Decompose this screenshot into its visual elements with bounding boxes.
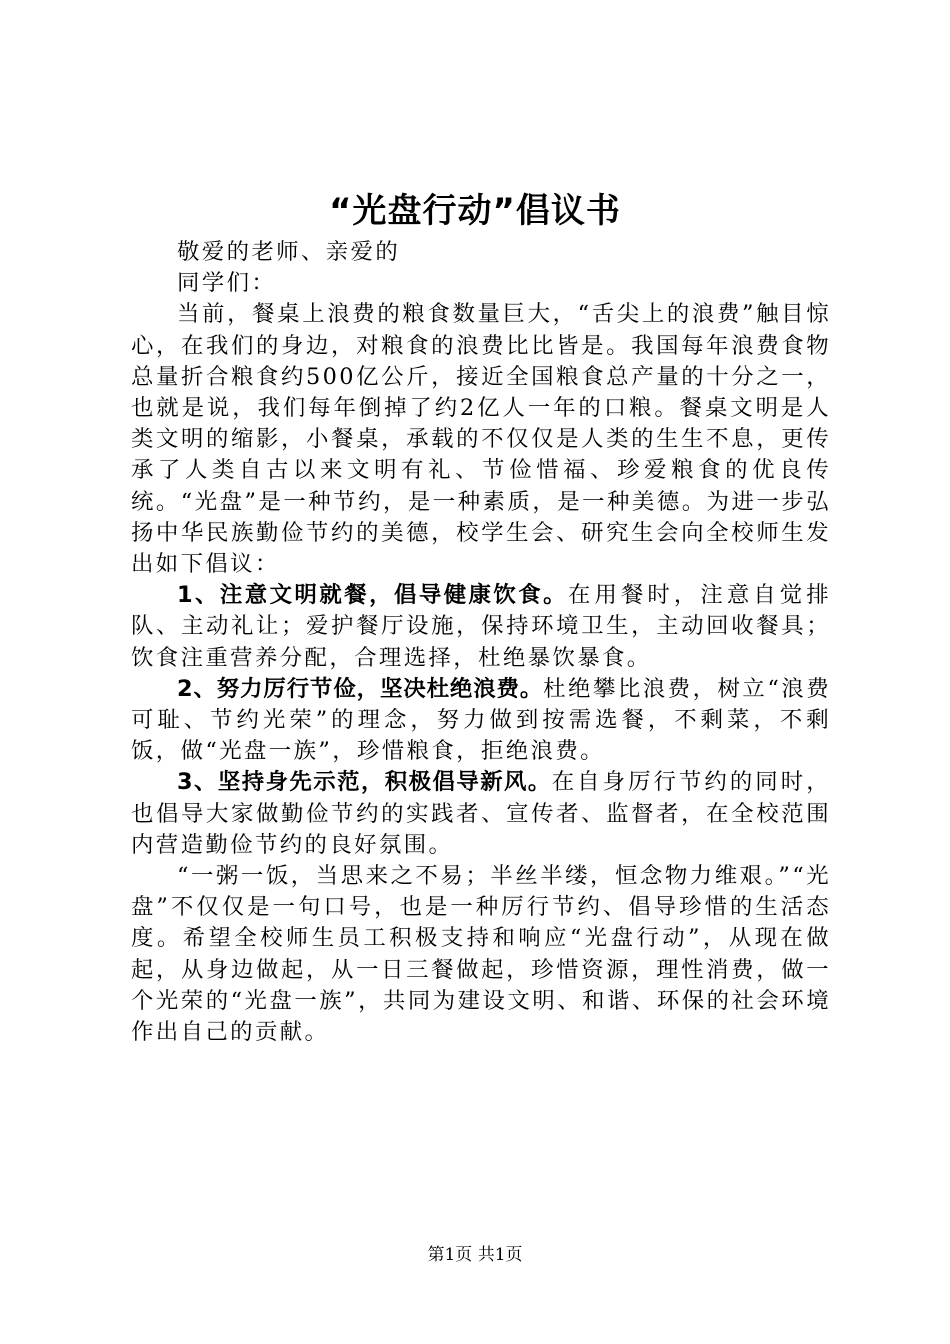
proposal-text-2: 杜绝攀比浪费，树立“浪费可耻、节约光荣”的理念，努力做到按需选餐，不剩菜，不剩饭，做“光盘一族”，珍惜粮食，拒绝浪费。	[131, 675, 831, 765]
document-body	[131, 237, 831, 1048]
proposal-item-3	[131, 767, 831, 861]
page-number-footer: 第1页 共1页	[427, 1245, 523, 1265]
closing-paragraph: “一粥一饭，当思来之不易；半丝半缕，恒念物力维艰。”“光盘”不仅仅是一句口号，也是一种厉行节约、倡导珍惜的生活态度。希望全校师生员工积极支持和响应“光盘行动”，从现在做起，从身边做起，从一日三餐做起，珍惜资源，理性消费，做一个光荣的“光盘一族”，共同为建设文明、和谐、环保的社会环境作出自己的贡献。	[131, 863, 831, 1046]
intro-paragraph: 当前，餐桌上浪费的粮食数量巨大，“舌尖上的浪费”触目惊心，在我们的身边，对粮食的浪费比比皆是。我国每年浪费食物总量折合粮食约500亿公斤，接近全国粮食总产量的十分之一，也就是说，我们每年倒掉了约2亿人一年的口粮。餐桌文明是人类文明的缩影，小餐桌，承载的不仅仅是人类的生生不息，更传承了人类自古以来文明有礼、节俭惜福、珍爱粮食的优良传统。“光盘”是一种节约，是一种素质，是一种美德。为进一步弘扬中华民族勤俭节约的美德，校学生会、研究生会向全校师生发出如下倡议：	[131, 301, 831, 578]
proposal-heading-2: 2、努力厉行节俭，坚决杜绝浪费。	[177, 675, 544, 702]
document-title: “光盘行动”倡议书	[329, 191, 621, 231]
proposal-text-1: 在用餐时，注意自觉排队、主动礼让；爱护餐厅设施，保持环境卫生，主动回收餐具；饮食注重营养分配，合理选择，杜绝暴饮暴食。	[131, 582, 832, 671]
salutation-line-2: 同学们：	[177, 270, 277, 297]
proposal-heading-3: 3、坚持身先示范，积极倡导新风。	[177, 769, 552, 796]
proposal-item-1	[131, 580, 831, 674]
salutation-line-1: 敬爱的老师、亲爱的	[177, 239, 401, 265]
proposal-heading-1: 1、注意文明就餐，倡导健康饮食。	[177, 582, 569, 609]
proposal-item-2	[131, 674, 831, 768]
proposal-text-3: 在自身厉行节约的同时，也倡导大家做勤俭节约的实践者、宣传者、监督者，在全校范围内营造勤俭节约的良好氛围。	[131, 769, 831, 858]
